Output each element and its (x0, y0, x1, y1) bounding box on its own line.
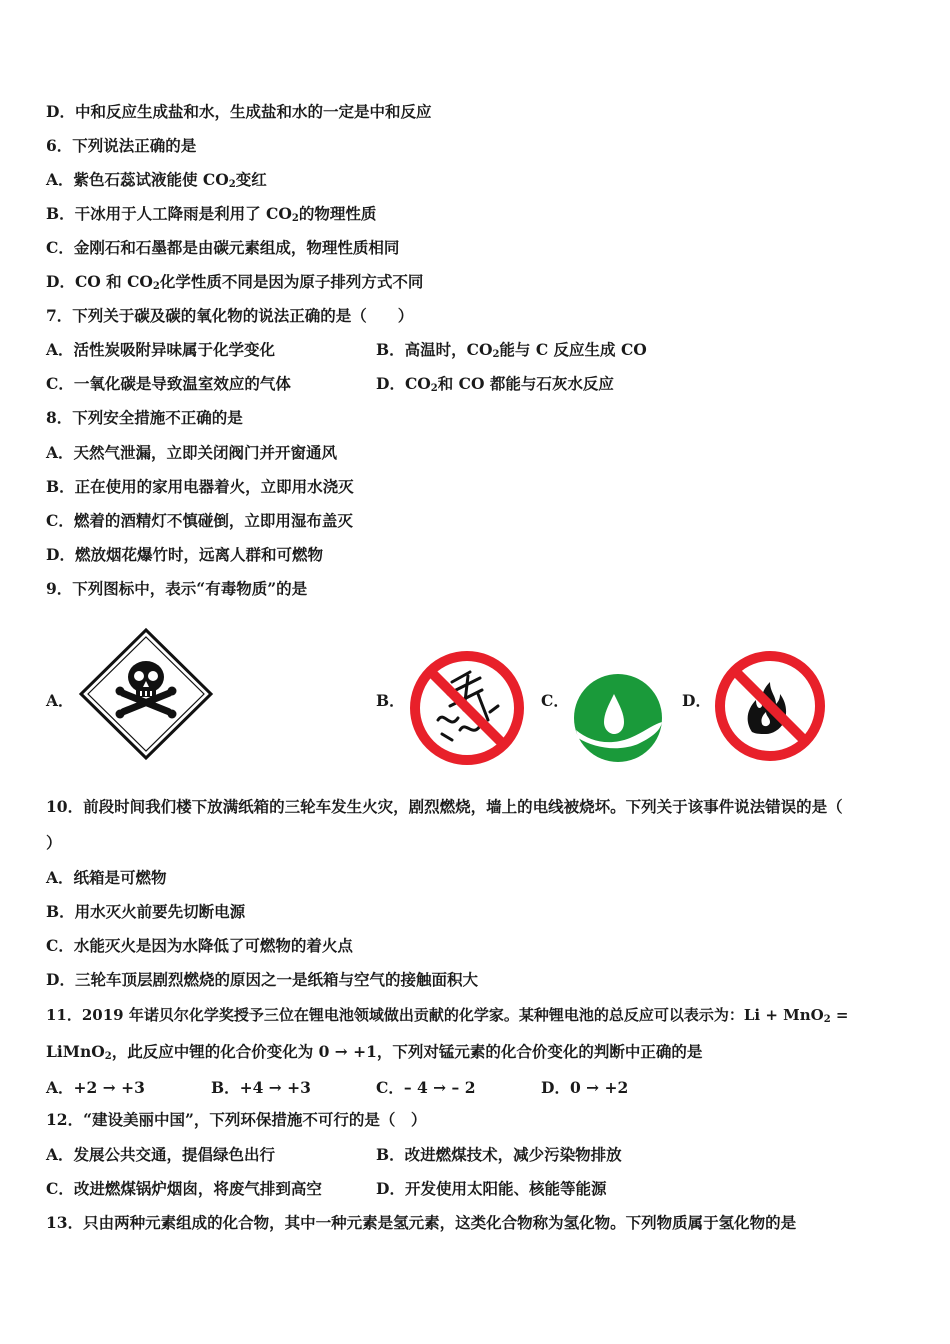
q9-option-b-label: B． (376, 691, 405, 710)
q7-option-b (376, 340, 647, 365)
text: 11．2019 年诺贝尔化学奖授予三位在锂电池领域做出贡献的化学家。某种锂电池的总反应可以表示为：Li + MnO (46, 1006, 824, 1024)
q9-option-d-label: D． (682, 691, 711, 710)
text: A．紫色石蕊试液能使 CO (46, 170, 229, 189)
water-drop-green-icon (570, 672, 666, 764)
q10-option-d: D．三轮车顶层剧烈燃烧的原因之一是纸箱与空气的接触面积大 (46, 970, 478, 989)
text: 和 CO 都能与石灰水反应 (437, 374, 614, 393)
text: 能与 C 反应生成 CO (499, 340, 647, 359)
q5-option-d: D．中和反应生成盐和水，生成盐和水的一定是中和反应 (46, 102, 432, 121)
text: LiMnO (46, 1042, 105, 1061)
q11-option-a: A．+2 → +3 (46, 1078, 145, 1097)
subscript: 2 (291, 213, 299, 224)
text: 变红 (235, 170, 267, 189)
q7-option-d (376, 374, 614, 399)
q12-stem: 12．“建设美丽中国”，下列环保措施不可行的是（ ） (46, 1110, 427, 1129)
subscript: 2 (104, 1051, 112, 1062)
q10-option-b: B．用水灭火前要先切断电源 (46, 902, 246, 921)
q7-stem: 7．下列关于碳及碳的氧化物的说法正确的是（ ） (46, 306, 414, 325)
q6-option-a (46, 170, 267, 195)
subscript: 2 (152, 281, 160, 292)
text: = (830, 1006, 849, 1024)
q8-option-c: C．燃着的酒精灯不慎碰倒，立即用湿布盖灭 (46, 511, 353, 530)
q6-option-c: C．金刚石和石墨都是由碳元素组成，物理性质相同 (46, 238, 400, 257)
no-open-flame-prohibition-icon (714, 650, 826, 762)
text: D．CO 和 CO (46, 272, 153, 291)
q10-option-c: C．水能灭火是因为水降低了可燃物的着火点 (46, 936, 353, 955)
q6-stem: 6．下列说法正确的是 (46, 136, 197, 155)
subscript: 2 (492, 349, 500, 360)
text: ，此反应中锂的化合价变化为 0 → +1，下列对锰元素的化合价变化的判断中正确的是 (111, 1042, 703, 1061)
q10-stem: 10．前段时间我们楼下放满纸箱的三轮车发生火灾，剧烈燃烧，墙上的电线被烧坏。下列关于该事件说法错误的是（ (46, 797, 843, 816)
q8-option-b: B．正在使用的家用电器着火，立即用水浇灭 (46, 477, 354, 496)
text: D．CO (376, 374, 431, 393)
q7-option-a: A．活性炭吸附异味属于化学变化 (46, 340, 276, 359)
no-burning-prohibition-icon (408, 650, 526, 766)
subscript: 2 (823, 1014, 831, 1025)
q8-stem: 8．下列安全措施不正确的是 (46, 408, 243, 427)
subscript: 2 (430, 383, 438, 394)
q11-option-d: D．0 → +2 (541, 1078, 629, 1097)
q11-option-b: B．+4 → +3 (211, 1078, 311, 1097)
q8-option-d: D．燃放烟花爆竹时，远离人群和可燃物 (46, 545, 323, 564)
q9-option-c-label: C． (541, 691, 569, 710)
q11-stem-line2 (46, 1042, 702, 1067)
q6-option-d (46, 272, 423, 297)
text: B．高温时，CO (376, 340, 493, 359)
q9-option-a-label: A． (46, 691, 74, 710)
subscript: 2 (228, 179, 236, 190)
q12-option-c: C．改进燃煤锅炉烟囱，将废气排到高空 (46, 1179, 322, 1198)
text: 化学性质不同是因为原子排列方式不同 (159, 272, 424, 291)
q13-stem: 13．只由两种元素组成的化合物，其中一种元素是氢元素，这类化合物称为氢化物。下列物质属于氢化物的是 (46, 1213, 797, 1232)
q12-option-d: D．开发使用太阳能、核能等能源 (376, 1179, 607, 1198)
text: 的物理性质 (298, 204, 377, 223)
q8-option-a: A．天然气泄漏，立即关闭阀门并开窗通风 (46, 443, 338, 462)
q11-stem (46, 1005, 848, 1030)
q6-option-b (46, 204, 376, 229)
q7-option-c: C．一氧化碳是导致温室效应的气体 (46, 374, 291, 393)
q12-option-b: B．改进燃煤技术，减少污染物排放 (376, 1145, 622, 1164)
q10-stem-cont: ） (46, 833, 62, 852)
q10-option-a: A．纸箱是可燃物 (46, 868, 167, 887)
q12-option-a: A．发展公共交通，提倡绿色出行 (46, 1145, 276, 1164)
q11-option-c: C．– 4 → – 2 (376, 1078, 476, 1097)
text: B．干冰用于人工降雨是利用了 CO (46, 204, 292, 223)
toxic-skull-diamond-icon (78, 627, 214, 761)
q9-stem: 9．下列图标中，表示“有毒物质”的是 (46, 579, 308, 598)
